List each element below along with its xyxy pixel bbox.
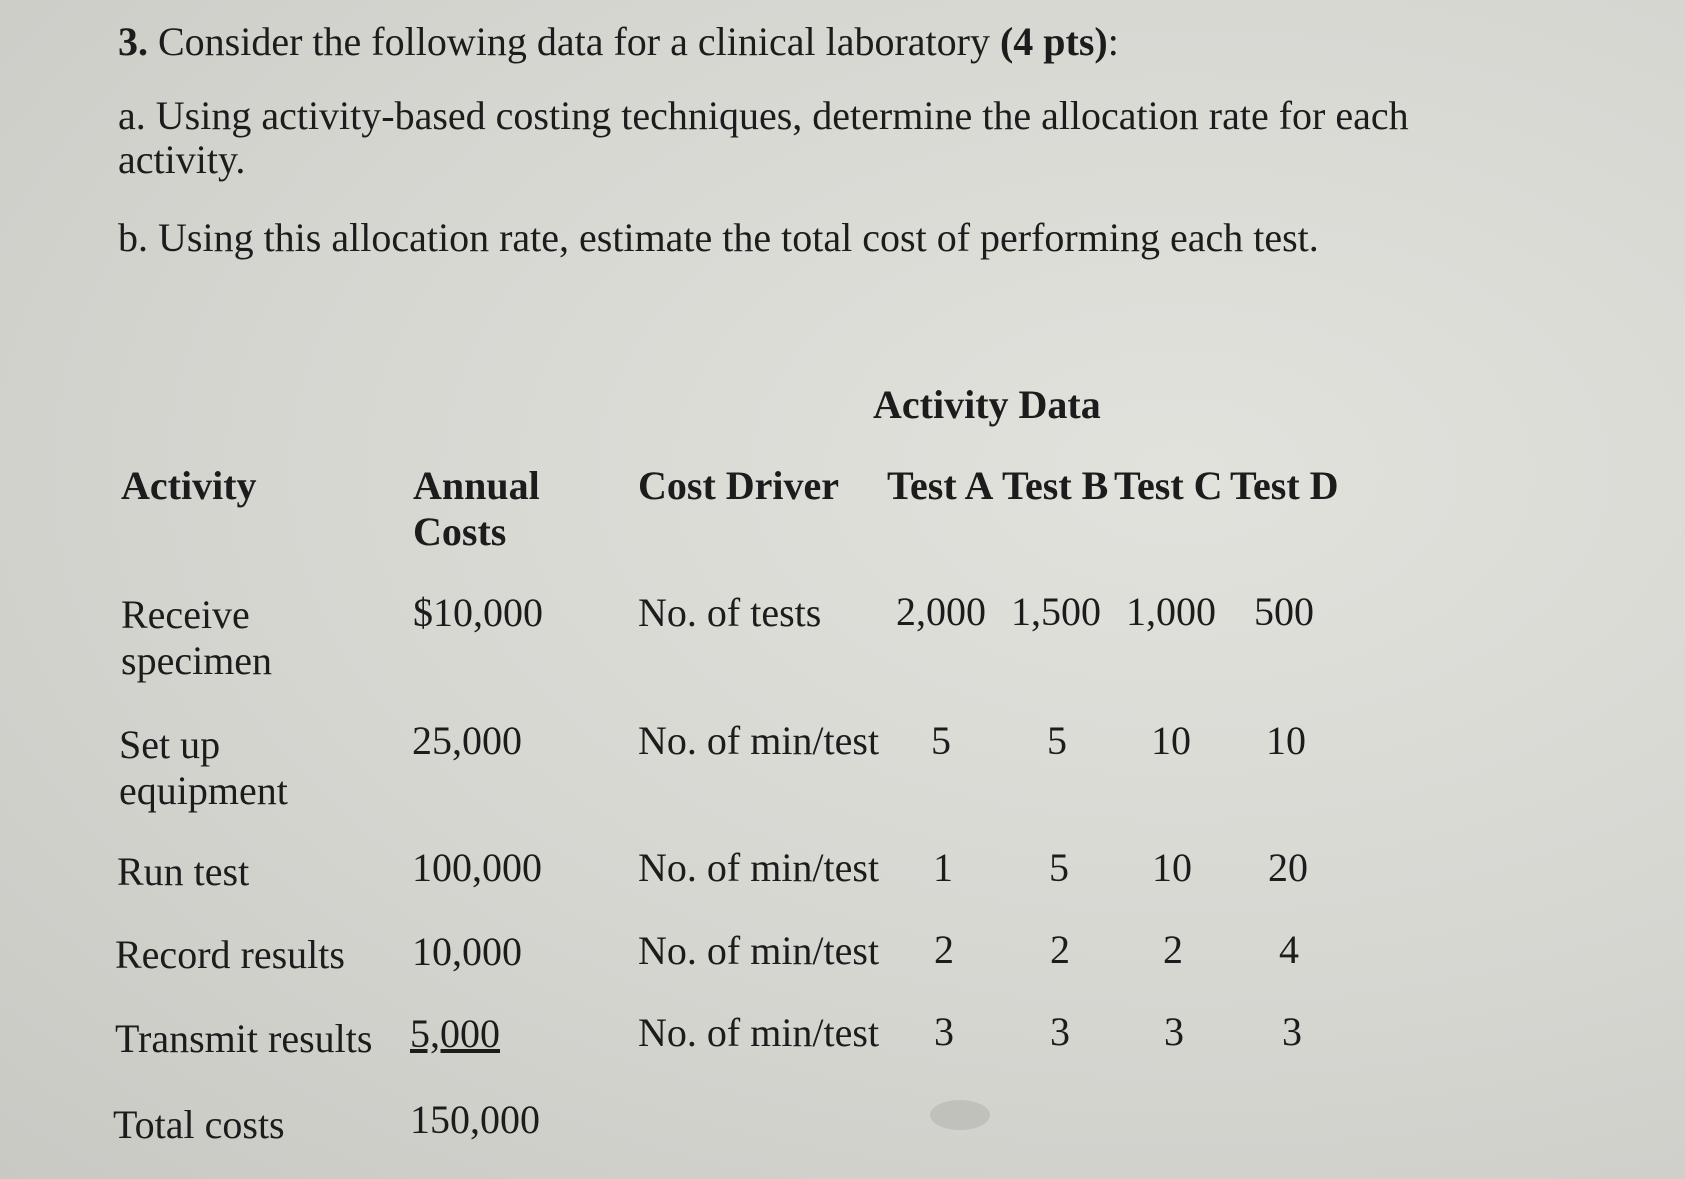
row-test-c: 2: [1163, 927, 1183, 972]
total-value: 150,000: [410, 1097, 540, 1142]
question-title: [118, 18, 1119, 65]
row-test-a: 2,000: [896, 589, 986, 634]
row-test-c: 3: [1164, 1009, 1184, 1054]
row-test-b: 1,500: [1011, 589, 1101, 634]
activity-line2: equipment: [119, 768, 288, 813]
question-number: 3.: [118, 19, 148, 64]
total-label: Total costs: [113, 1102, 285, 1147]
row-test-c: 10: [1151, 718, 1191, 763]
row-annual-cost: $10,000: [413, 590, 543, 635]
question-title-text: Consider the following data for a clinical laboratory: [158, 19, 990, 64]
row-cost-driver: No. of min/test: [638, 845, 880, 890]
activity-line1: Receive: [121, 592, 250, 637]
row-test-d: 4: [1279, 927, 1299, 972]
header-annual-costs-line2: Costs: [413, 509, 507, 554]
question-points: (4 pts): [999, 19, 1108, 64]
row-test-a: 3: [934, 1009, 954, 1054]
row-test-b: 2: [1050, 927, 1070, 972]
header-test-a: Test A: [887, 463, 994, 508]
row-test-b: 3: [1050, 1009, 1070, 1054]
header-test-b: Test B: [1002, 463, 1109, 508]
header-test-c: Test C: [1114, 463, 1223, 508]
header-test-d: Test D: [1230, 463, 1339, 508]
row-test-a: 2: [934, 927, 954, 972]
row-test-d: 500: [1254, 589, 1314, 634]
row-activity: Record results: [115, 932, 345, 977]
header-annual-costs: [413, 463, 540, 555]
question-part-a: a. Using activity-based costing techniques, determine the allocation rate for each activity.: [118, 93, 1409, 182]
question-title-suffix: :: [1107, 19, 1119, 64]
activity-data-title: Activity Data: [873, 382, 1101, 427]
row-cost-driver: No. of min/test: [638, 1010, 880, 1055]
header-activity: Activity: [121, 463, 257, 508]
table-row-activity: [121, 592, 272, 684]
row-test-b: 5: [1049, 845, 1069, 890]
row-activity: Transmit results: [115, 1016, 373, 1061]
row-annual-cost: 5,000: [410, 1011, 500, 1056]
paper-smudge: [930, 1100, 990, 1130]
row-annual-cost: 10,000: [412, 929, 522, 974]
row-test-a: 5: [931, 718, 951, 763]
row-test-d: 10: [1266, 718, 1306, 763]
table-row-activity: [119, 722, 288, 814]
row-cost-driver: No. of min/test: [638, 718, 880, 763]
question-part-b: b. Using this allocation rate, estimate the total cost of performing each test.: [118, 215, 1319, 260]
row-test-a: 1: [933, 845, 953, 890]
header-cost-driver: Cost Driver: [638, 463, 840, 508]
row-test-d: 20: [1268, 845, 1308, 890]
header-annual-costs-line1: Annual: [413, 463, 540, 508]
row-test-c: 1,000: [1126, 589, 1216, 634]
activity-line2: specimen: [121, 638, 273, 683]
row-annual-cost: 25,000: [412, 718, 522, 763]
row-activity: Run test: [117, 849, 250, 894]
row-test-c: 10: [1152, 845, 1192, 890]
row-test-d: 3: [1282, 1009, 1302, 1054]
row-cost-driver: No. of min/test: [638, 928, 880, 973]
row-annual-cost: 100,000: [412, 845, 542, 890]
activity-line1: Set up: [119, 722, 221, 767]
row-test-b: 5: [1047, 718, 1067, 763]
row-cost-driver: No. of tests: [638, 590, 822, 635]
